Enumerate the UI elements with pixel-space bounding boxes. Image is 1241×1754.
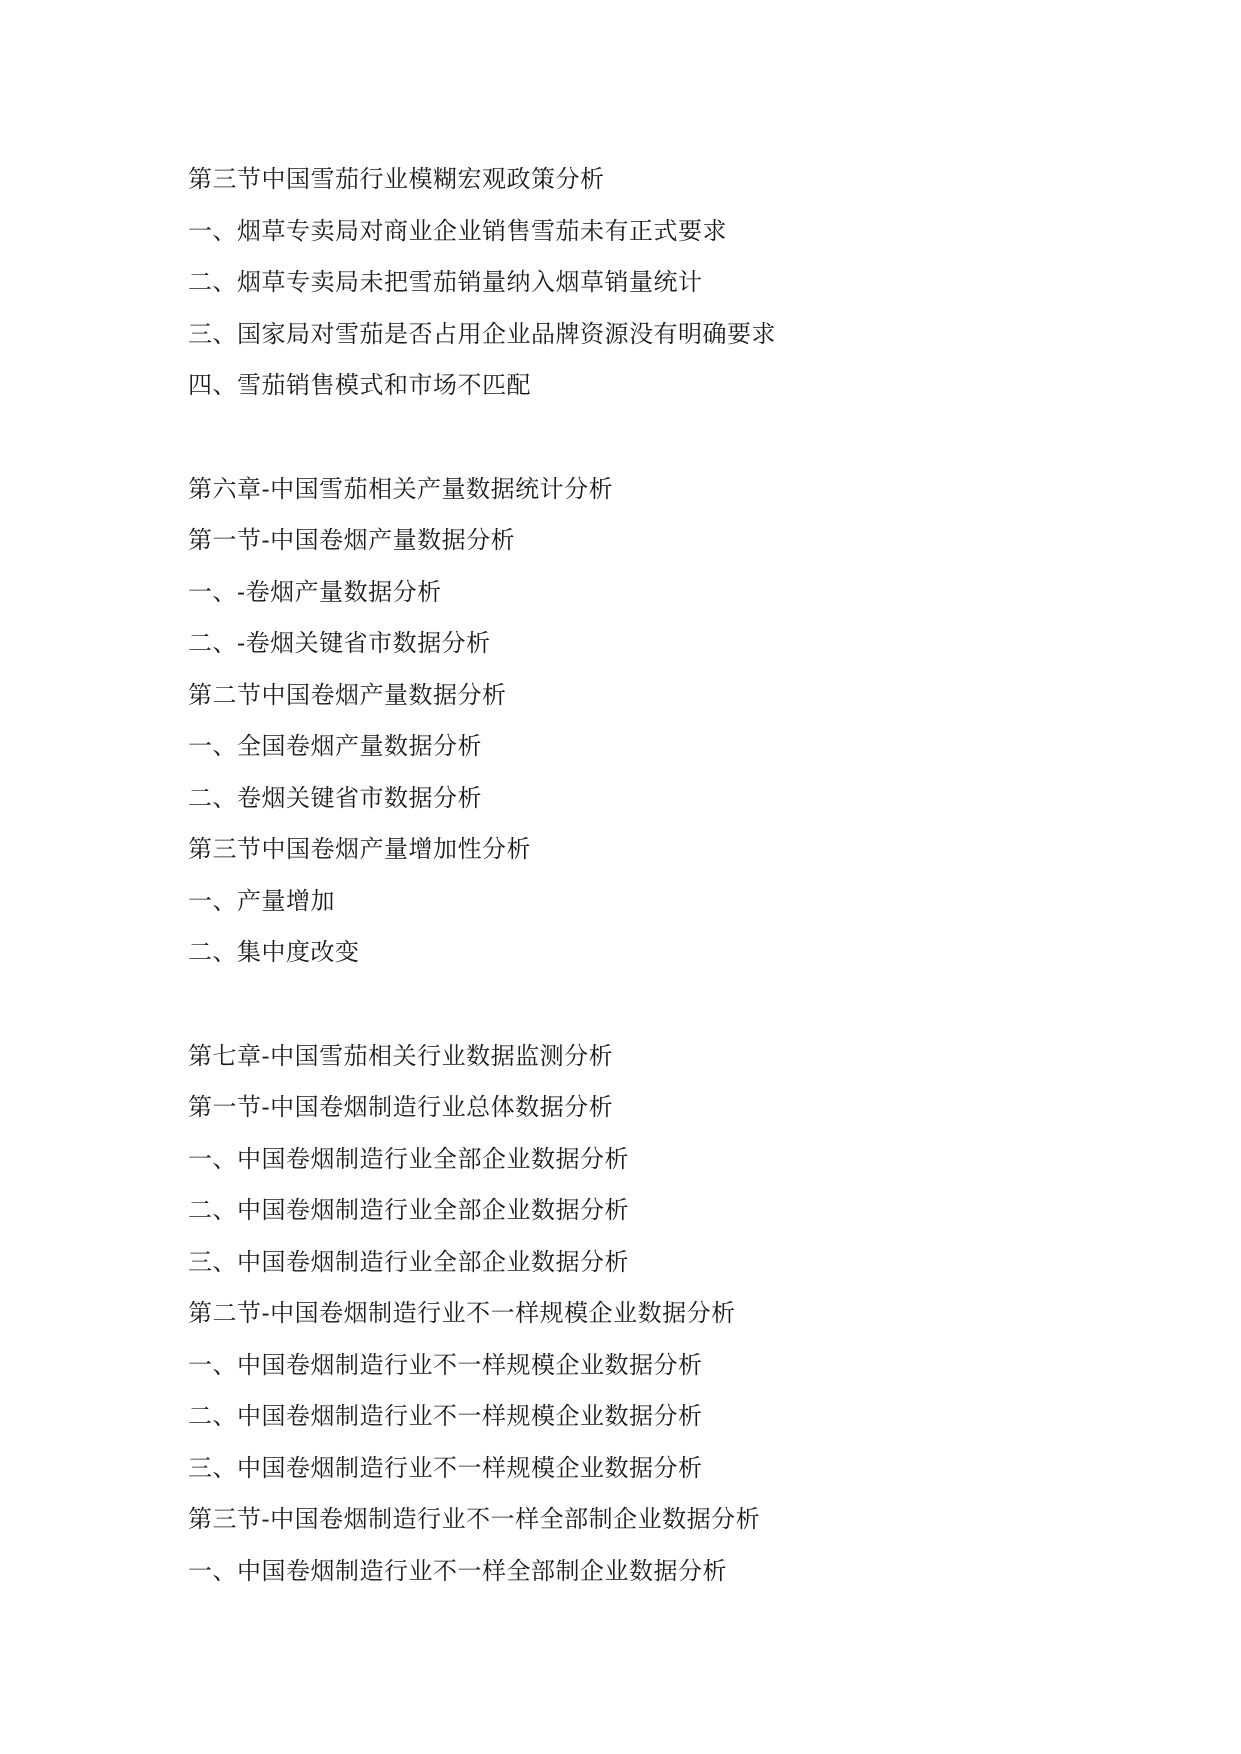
- toc-item: 三、中国卷烟制造行业不一样规模企业数据分析: [188, 1453, 703, 1482]
- toc-item: 二、中国卷烟制造行业全部企业数据分析: [188, 1196, 629, 1224]
- toc-heading: 第一节-中国卷烟制造行业总体数据分析: [188, 1093, 614, 1121]
- section-group-chapter-7: [188, 1031, 1168, 1598]
- toc-heading: 第三节中国雪茄行业模糊宏观政策分析: [188, 165, 605, 193]
- toc-heading: 第三节-中国卷烟制造行业不一样全部制企业数据分析: [188, 1505, 761, 1533]
- section-group-chapter-6: [188, 464, 1168, 979]
- section-group-policy: [188, 154, 1168, 412]
- toc-heading: 第二节-中国卷烟制造行业不一样规模企业数据分析: [188, 1299, 736, 1327]
- toc-item: 一、全国卷烟产量数据分析: [188, 732, 482, 760]
- toc-item: 三、国家局对雪茄是否占用企业品牌资源没有明确要求: [188, 319, 776, 348]
- table-of-contents: [188, 154, 1168, 1649]
- toc-item: 二、集中度改变: [188, 938, 360, 966]
- toc-item: 三、中国卷烟制造行业全部企业数据分析: [188, 1247, 629, 1276]
- toc-item: 一、烟草专卖局对商业企业销售雪茄未有正式要求: [188, 216, 727, 245]
- toc-item: 一、中国卷烟制造行业全部企业数据分析: [188, 1144, 629, 1173]
- toc-heading: 第二节中国卷烟产量数据分析: [188, 680, 507, 709]
- toc-item: 二、中国卷烟制造行业不一样规模企业数据分析: [188, 1402, 703, 1430]
- toc-item: 二、卷烟关键省市数据分析: [188, 783, 482, 812]
- toc-item: 一、产量增加: [188, 886, 335, 915]
- toc-chapter-heading: 第六章-中国雪茄相关产量数据统计分析: [188, 474, 614, 503]
- toc-item: 一、中国卷烟制造行业不一样全部制企业数据分析: [188, 1556, 727, 1585]
- toc-chapter-heading: 第七章-中国雪茄相关行业数据监测分析: [188, 1041, 614, 1070]
- toc-item: 四、雪茄销售模式和市场不匹配: [188, 371, 531, 399]
- toc-heading: 第三节中国卷烟产量增加性分析: [188, 835, 531, 863]
- toc-item: 二、烟草专卖局未把雪茄销量纳入烟草销量统计: [188, 268, 703, 296]
- toc-item: 一、中国卷烟制造行业不一样规模企业数据分析: [188, 1350, 703, 1379]
- toc-item: 一、-卷烟产量数据分析: [188, 577, 442, 606]
- toc-item: 二、-卷烟关键省市数据分析: [188, 629, 491, 657]
- toc-heading: 第一节-中国卷烟产量数据分析: [188, 526, 516, 554]
